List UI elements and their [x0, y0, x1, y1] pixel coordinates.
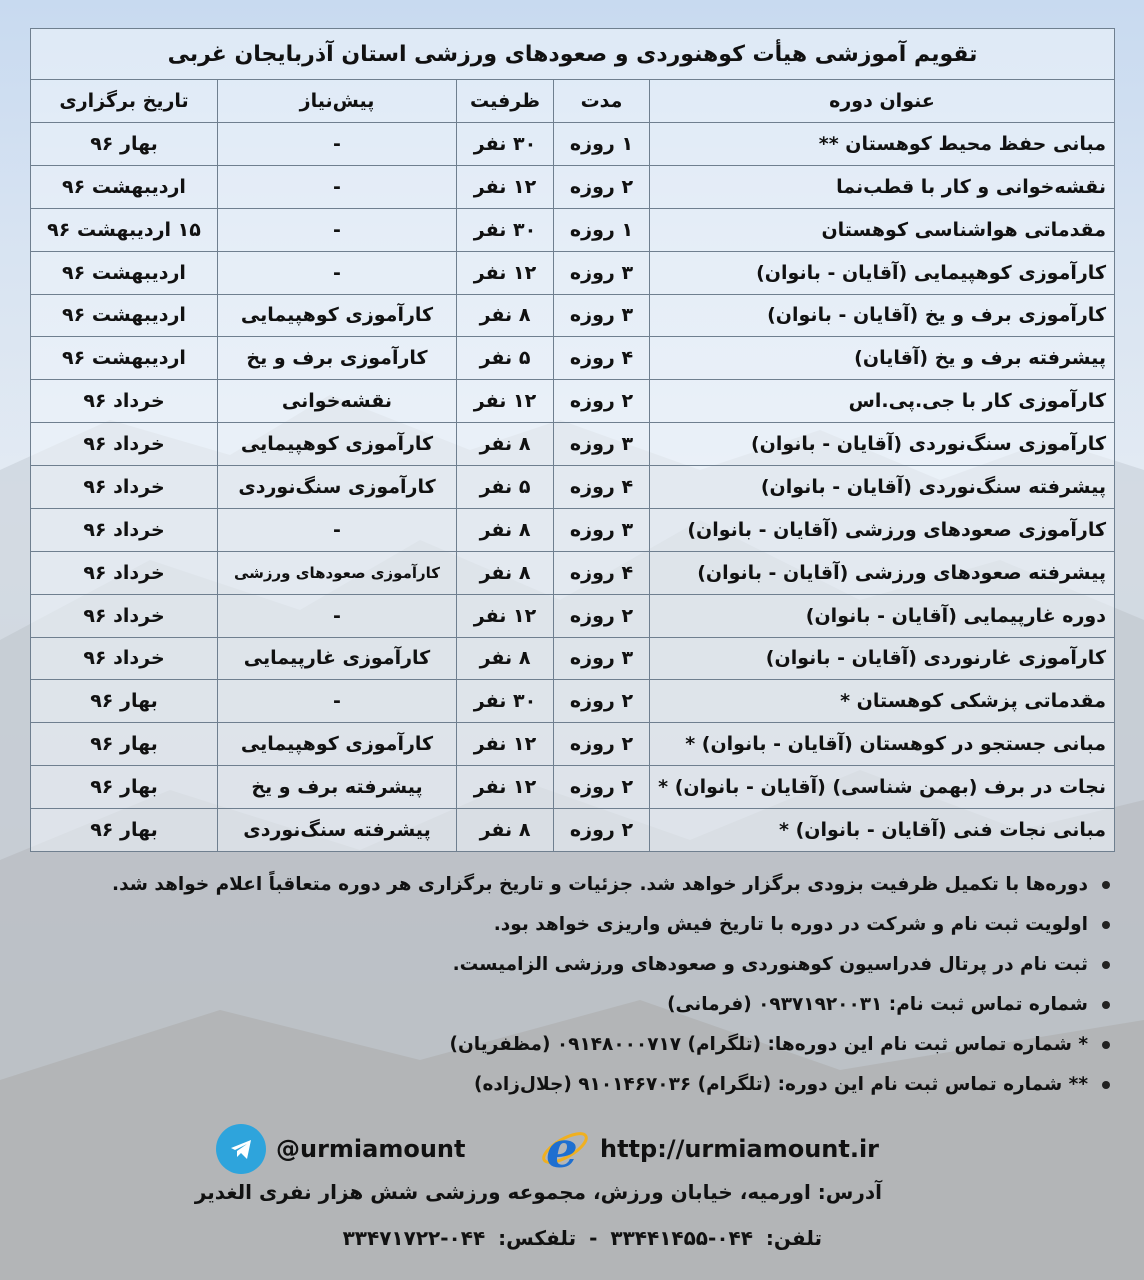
course-capacity: ۱۲ نفر — [457, 766, 554, 809]
course-duration: ۴ روزه — [554, 466, 650, 509]
table-row — [31, 680, 1115, 723]
course-duration: ۲ روزه — [554, 680, 650, 723]
course-date: بهار ۹۶ — [31, 809, 218, 852]
course-capacity: ۸ نفر — [457, 809, 554, 852]
course-date: بهار ۹۶ — [31, 723, 218, 766]
bullet-icon — [1102, 1081, 1110, 1089]
course-duration: ۱ روزه — [554, 123, 650, 166]
table-row — [31, 423, 1115, 466]
phone-line — [337, 1226, 822, 1250]
header-prerequisite: پیش‌نیاز — [218, 80, 457, 123]
course-capacity: ۱۲ نفر — [457, 723, 554, 766]
course-date: ۱۵ اردیبهشت ۹۶ — [31, 208, 218, 251]
course-date: خرداد ۹۶ — [31, 637, 218, 680]
course-capacity: ۱۲ نفر — [457, 251, 554, 294]
bullet-icon — [1102, 1041, 1110, 1049]
telegram-contact[interactable] — [216, 1122, 466, 1176]
notes-list — [30, 872, 1110, 1112]
course-title: مبانی حفظ محیط کوهستان ** — [650, 123, 1115, 166]
course-title: پیشرفته صعودهای ورزشی (آقایان - بانوان) — [650, 551, 1115, 594]
address-text: آدرس: اورمیه، خیابان ورزش، مجموعه ورزشی شش هزار نفری الغدیر — [194, 1180, 882, 1204]
table-row — [31, 766, 1115, 809]
course-prerequisite: نقشه‌خوانی — [218, 380, 457, 423]
note-text: ** شماره تماس ثبت نام این دوره: (تلگرام) ۹۱۰۱۴۶۷۰۳۶ (جلال‌زاده) — [474, 1074, 1088, 1095]
course-date: اردیبهشت ۹۶ — [31, 165, 218, 208]
course-duration: ۴ روزه — [554, 551, 650, 594]
course-prerequisite: - — [218, 680, 457, 723]
course-title: دوره غارپیمایی (آقایان - بانوان) — [650, 594, 1115, 637]
course-duration: ۲ روزه — [554, 766, 650, 809]
course-prerequisite: - — [218, 594, 457, 637]
header-duration: مدت — [554, 80, 650, 123]
svg-text:e: e — [546, 1123, 578, 1175]
course-capacity: ۸ نفر — [457, 508, 554, 551]
course-title: کارآموزی کوهپیمایی (آقایان - بانوان) — [650, 251, 1115, 294]
phone-number: ۰۴۴-۳۳۴۴۱۴۵۵ — [610, 1226, 753, 1250]
note-item — [30, 1032, 1110, 1072]
table-row — [31, 637, 1115, 680]
table-row — [31, 165, 1115, 208]
course-prerequisite: - — [218, 251, 457, 294]
note-item — [30, 872, 1110, 912]
course-prerequisite: کارآموزی کوهپیمایی — [218, 294, 457, 337]
course-capacity: ۸ نفر — [457, 637, 554, 680]
course-title: مبانی نجات فنی (آقایان - بانوان) * — [650, 809, 1115, 852]
table-header-row — [31, 80, 1115, 123]
course-title: مبانی جستجو در کوهستان (آقایان - بانوان) * — [650, 723, 1115, 766]
note-text: اولویت ثبت نام و شرکت در دوره با تاریخ فیش واریزی خواهد بود. — [493, 914, 1088, 935]
course-title: نجات در برف (بهمن شناسی) (آقایان - بانوان) * — [650, 766, 1115, 809]
course-capacity: ۳۰ نفر — [457, 680, 554, 723]
note-text: ثبت نام در پرتال فدراسیون کوهنوردی و صعودهای ورزشی الزامیست. — [452, 954, 1088, 975]
course-date: بهار ۹۶ — [31, 680, 218, 723]
course-capacity: ۱۲ نفر — [457, 594, 554, 637]
table-row — [31, 551, 1115, 594]
course-title: پیشرفته برف و یخ (آقایان) — [650, 337, 1115, 380]
course-duration: ۲ روزه — [554, 594, 650, 637]
course-prerequisite: - — [218, 165, 457, 208]
telegram-icon — [216, 1124, 266, 1174]
course-title: مقدماتی پزشکی کوهستان * — [650, 680, 1115, 723]
course-prerequisite: کارآموزی غارپیمایی — [218, 637, 457, 680]
bullet-icon — [1102, 1001, 1110, 1009]
course-date: اردیبهشت ۹۶ — [31, 251, 218, 294]
course-date: خرداد ۹۶ — [31, 466, 218, 509]
table-row — [31, 294, 1115, 337]
course-duration: ۱ روزه — [554, 208, 650, 251]
course-date: اردیبهشت ۹۶ — [31, 294, 218, 337]
course-capacity: ۳۰ نفر — [457, 208, 554, 251]
table-row — [31, 380, 1115, 423]
course-date: خرداد ۹۶ — [31, 594, 218, 637]
table-row — [31, 508, 1115, 551]
note-text: شماره تماس ثبت نام: ۰۹۳۷۱۹۲۰۰۳۱ (فرمانی) — [667, 994, 1088, 1015]
fax-label: تلفکس: — [498, 1226, 577, 1250]
course-prerequisite: پیشرفته برف و یخ — [218, 766, 457, 809]
course-prerequisite: کارآموزی برف و یخ — [218, 337, 457, 380]
website-contact[interactable] — [538, 1122, 879, 1176]
course-prerequisite: - — [218, 208, 457, 251]
course-title: نقشه‌خوانی و کار با قطب‌نما — [650, 165, 1115, 208]
course-title: کارآموزی صعودهای ورزشی (آقایان - بانوان) — [650, 508, 1115, 551]
course-capacity: ۸ نفر — [457, 551, 554, 594]
course-date: خرداد ۹۶ — [31, 380, 218, 423]
course-duration: ۳ روزه — [554, 251, 650, 294]
course-duration: ۳ روزه — [554, 637, 650, 680]
course-title: کارآموزی سنگ‌نوردی (آقایان - بانوان) — [650, 423, 1115, 466]
course-title: مقدماتی هواشناسی کوهستان — [650, 208, 1115, 251]
fax-number: ۰۴۴-۳۳۴۷۱۷۲۲ — [342, 1226, 486, 1250]
note-item — [30, 952, 1110, 992]
course-capacity: ۸ نفر — [457, 294, 554, 337]
note-text: * شماره تماس ثبت نام این دوره‌ها: (تلگرام) ۰۹۱۴۸۰۰۰۷۱۷ (مظفریان) — [449, 1034, 1088, 1055]
course-prerequisite: کارآموزی سنگ‌نوردی — [218, 466, 457, 509]
note-item — [30, 1072, 1110, 1112]
course-capacity: ۳۰ نفر — [457, 123, 554, 166]
note-item — [30, 992, 1110, 1032]
course-prerequisite: کارآموزی کوهپیمایی — [218, 723, 457, 766]
header-date: تاریخ برگزاری — [31, 80, 218, 123]
course-duration: ۳ روزه — [554, 294, 650, 337]
telegram-handle[interactable]: @urmiamount — [276, 1135, 466, 1163]
table-row — [31, 123, 1115, 166]
table-row — [31, 251, 1115, 294]
course-title: کارآموزی کار با جی.پی.اس — [650, 380, 1115, 423]
course-duration: ۴ روزه — [554, 337, 650, 380]
course-date: خرداد ۹۶ — [31, 423, 218, 466]
course-prerequisite: پیشرفته سنگ‌نوردی — [218, 809, 457, 852]
course-duration: ۳ روزه — [554, 508, 650, 551]
table-row — [31, 594, 1115, 637]
course-prerequisite: کارآموزی صعودهای ورزشی — [218, 551, 457, 594]
table-row — [31, 723, 1115, 766]
note-item — [30, 912, 1110, 952]
course-duration: ۲ روزه — [554, 809, 650, 852]
internet-explorer-icon — [538, 1123, 590, 1175]
course-date: بهار ۹۶ — [31, 123, 218, 166]
table-row — [31, 337, 1115, 380]
course-duration: ۲ روزه — [554, 723, 650, 766]
course-capacity: ۱۲ نفر — [457, 165, 554, 208]
website-link[interactable]: http://urmiamount.ir — [600, 1135, 880, 1163]
course-date: بهار ۹۶ — [31, 766, 218, 809]
table-row — [31, 466, 1115, 509]
note-text: دوره‌ها با تکمیل ظرفیت بزودی برگزار خواهد شد. جزئیات و تاریخ برگزاری هر دوره متعاقباً اعلام خواهد شد. — [112, 874, 1088, 895]
course-capacity: ۵ نفر — [457, 466, 554, 509]
course-capacity: ۸ نفر — [457, 423, 554, 466]
course-date: خرداد ۹۶ — [31, 551, 218, 594]
phone-separator: - — [589, 1226, 598, 1250]
course-prerequisite: - — [218, 508, 457, 551]
course-title: کارآموزی برف و یخ (آقایان - بانوان) — [650, 294, 1115, 337]
course-title: کارآموزی غارنوردی (آقایان - بانوان) — [650, 637, 1115, 680]
page-title: تقویم آموزشی هیأت کوهنوردی و صعودهای ورزشی استان آذربایجان غربی — [31, 29, 1115, 80]
header-course-title: عنوان دوره — [650, 80, 1115, 123]
bullet-icon — [1102, 961, 1110, 969]
header-capacity: ظرفیت — [457, 80, 554, 123]
course-duration: ۳ روزه — [554, 423, 650, 466]
course-capacity: ۱۲ نفر — [457, 380, 554, 423]
course-title: پیشرفته سنگ‌نوردی (آقایان - بانوان) — [650, 466, 1115, 509]
course-duration: ۲ روزه — [554, 380, 650, 423]
course-duration: ۲ روزه — [554, 165, 650, 208]
bullet-icon — [1102, 881, 1110, 889]
course-date: اردیبهشت ۹۶ — [31, 337, 218, 380]
course-prerequisite: کارآموزی کوهپیمایی — [218, 423, 457, 466]
table-row — [31, 208, 1115, 251]
course-date: خرداد ۹۶ — [31, 508, 218, 551]
table-row — [31, 809, 1115, 852]
phone-label: تلفن: — [765, 1226, 822, 1250]
course-schedule-table — [30, 28, 1115, 852]
course-prerequisite: - — [218, 123, 457, 166]
course-capacity: ۵ نفر — [457, 337, 554, 380]
bullet-icon — [1102, 921, 1110, 929]
